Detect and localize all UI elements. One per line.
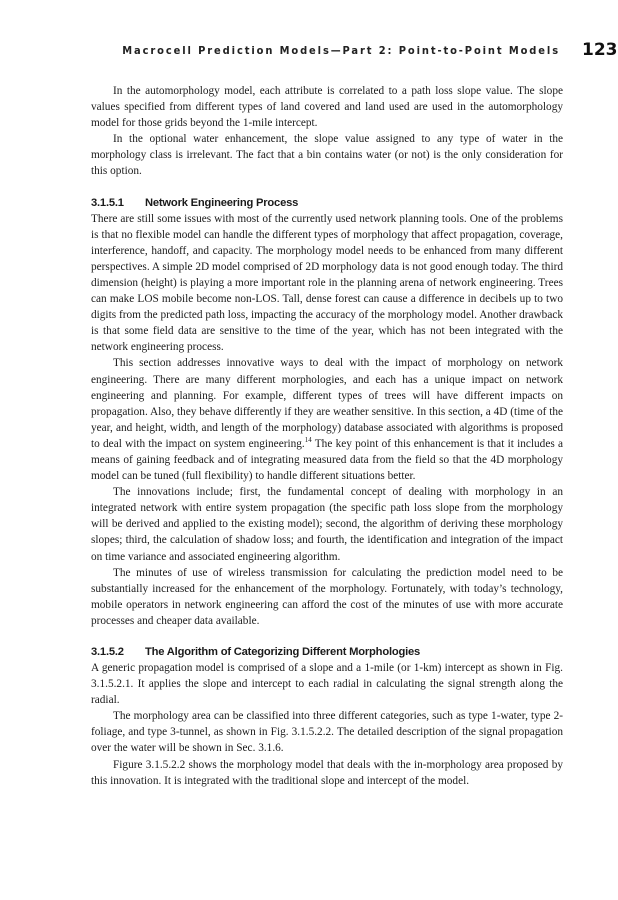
paragraph-generic-model: A generic propagation model is comprised of a slope and a 1-mile (or 1-km) intercept as shown in Fig. 3.1.5.2.1. It applies the slope and intercept to each radial in calculating the signal strength along the radial. — [91, 662, 563, 707]
running-header-title: Macrocell Prediction Models—Part 2: Point-to-Point Models — [122, 44, 560, 57]
reference-superscript: 14 — [304, 436, 312, 445]
section-number: 3.1.5.2 — [91, 646, 124, 658]
paragraph-text: This section addresses innovative ways to deal with the impact of morphology on network engineering. There are many different morphologies, and each has a unique impact on network engineering and planning. For example, different types of trees will have different impacts on propagation. Also, they behave differently if they are weather sensitive. In this section, a 4D (time of the year, and height, width, and length of the morphology) database associated with algorithms is proposed to deal with the impact on system engineering. — [91, 357, 563, 450]
paragraph-innovations: The innovations include; first, the fundamental concept of dealing with morphology in an integrated network with entire system propagation (the specific path loss slope from the morphology will be derived and applied to the existing model); second, the algorithm of deriving these morphology slopes; third, the calculation of shadow loss; and fourth, the identification and integration of the impact on time variance and associated engineering algorithm. — [91, 486, 563, 563]
paragraph-morphology-categories: The morphology area can be classified into three different categories, such as type 1-water, type 2-foliage, and type 3-tunnel, as shown in Fig. 3.1.5.2.2. The detailed description of the signal propagation over the water will be shown in Sec. 3.1.6. — [91, 710, 563, 755]
paragraph-minutes-of-use: The minutes of use of wireless transmission for calculating the prediction model need to be substantially increased for the enhancement of the morphology. Fortunately, with today’s technology, mobile operators in network engineering can afford the cost of the minutes of use with more accurate processes and cheaper data available. — [91, 566, 563, 627]
paragraph-planning-issues: There are still some issues with most of the currently used network planning tools. One of the problems is that no flexible model can handle the different types of morphology that affect propagation, coverage, interference, handoff, and capacity. The morphology model needs to be enhanced from many different perspectives. A simple 2D model comprised of 2D morphology data is not good enough today. The third dimension (height) is playing a more important role in the planning arena of network engineering. Trees can make LOS mobile become non-LOS. Tall, dense forest can cause a difference in decibels up to two digits from the predicted path loss, impacting the accuracy of the morphology model. Another drawback is that some field data are sensitive to the time of the year, which has not been integrated with the network engineering process. — [91, 212, 563, 354]
section-gap — [91, 629, 563, 644]
section-number: 3.1.5.1 — [91, 196, 124, 209]
paragraph-figure-reference: Figure 3.1.5.2.2 shows the morphology model that deals with the in-morphology area proposed by this innovation. It is integrated with the traditional slope and intercept of the model. — [91, 758, 563, 787]
page-number: 123 — [582, 40, 618, 60]
section-title: The Algorithm of Categorizing Different Morphologies — [145, 646, 421, 658]
section-gap — [91, 180, 563, 195]
paragraph-automorphology: In the automorphology model, each attribute is correlated to a path loss slope value. The slope values specified from different types of land covered and land used are used in the automorphology model for those grids beyond the 1-mile intercept. — [91, 85, 563, 130]
section-title: Network Engineering Process — [145, 196, 299, 209]
section-heading-categorizing-morphologies — [91, 644, 563, 660]
paragraph-innovative-ways — [91, 355, 563, 484]
section-heading-network-engineering — [91, 195, 563, 211]
paragraph-text: The key point of this enhancement is that it includes a means of gaining feedback and of integrating measured data from the field so that the 4D morphology model can be tuned (full flexibility) to handle different situations better. — [91, 437, 563, 483]
body-text — [91, 83, 563, 789]
paragraph-water-enhancement: In the optional water enhancement, the slope value assigned to any type of water in the morphology class is irrelevant. The fact that a bin contains water (or not) is the only consideration for this option. — [91, 133, 563, 178]
